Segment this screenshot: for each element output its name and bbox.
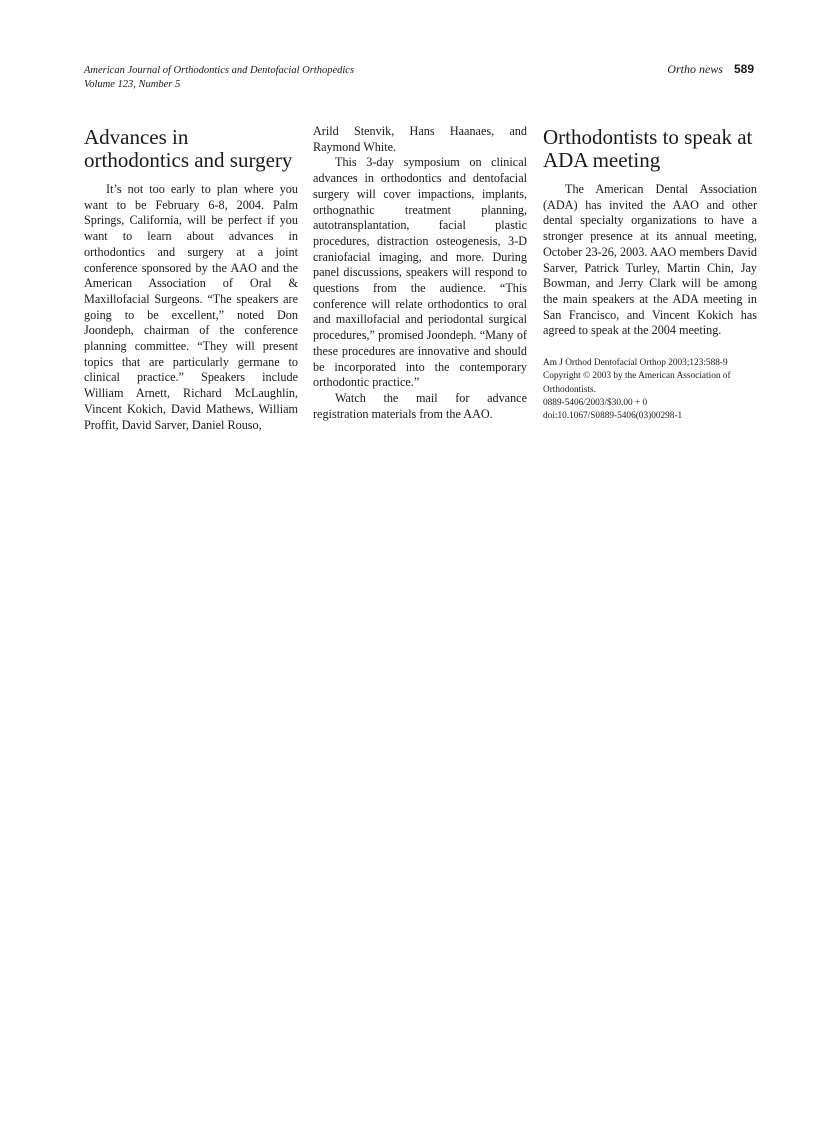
article-title: Advances in orthodontics and surgery — [84, 125, 293, 172]
running-header — [84, 64, 354, 92]
article-paragraph: It’s not too early to plan where you want to be February 6-8, 2004. Palm Springs, California, will be perfect if you want to learn about advances in orthodontics and surgery at a joint conference sponsored by the AAO and the American Association of Oral & Maxillofacial Surgeons. “The speakers are going to be excellent,” noted Don Joondeph, chairman of the conference planning committee. “They will present topics that are particularly germane to clinical practice.” Speakers include William Arnett, Richard McLaughlin, Vincent Kokich, David Mathews, William Proffit, David Sarver, Daniel Rouso, — [84, 182, 298, 432]
page-number: 589 — [733, 62, 754, 76]
section-name: Ortho news — [667, 62, 723, 76]
page-header-right — [667, 62, 754, 77]
journal-name: American Journal of Orthodontics and Dentofacial Orthopedics — [84, 65, 355, 76]
citation-issn: 0889-5406/2003/$30.00 + 0 — [543, 397, 648, 408]
column-2 — [313, 124, 527, 422]
volume-number: Volume 123, Number 5 — [84, 79, 181, 90]
column-3 — [543, 124, 757, 424]
citation-block — [543, 357, 757, 423]
article-paragraph: The American Dental Association (ADA) has invited the AAO and other dental specialty organizations to have a stronger presence at its annual meeting, October 23-26, 2003. AAO members David Sarver, Patrick Turley, Martin Chin, Jay Bowman, and Jerry Clark will be among the main speakers at the ADA meeting in San Francisco, and Vincent Kokich has agreed to speak at the 2004 meeting. — [543, 182, 757, 338]
article-title: Orthodontists to speak at ADA meeting — [543, 125, 753, 172]
citation-copyright: Copyright © 2003 by the American Association of Orthodontists. — [543, 371, 731, 395]
article-paragraph: Watch the mail for advance registration materials from the AAO. — [313, 390, 527, 421]
citation-reference: Am J Orthod Dentofacial Orthop 2003;123:588-9 — [543, 358, 728, 369]
article-paragraph: This 3-day symposium on clinical advances in orthodontics and dentofacial surgery will cover impactions, implants, orthognathic treatment planning, autotransplantation, facial plastic procedures, distraction osteogenesis, 3-D craniofacial imaging, and more. During panel discussions, speakers will respond to questions from the audience. “This conference will relate orthodontics to oral and maxillofacial and periodontal surgical procedures,” promised Joondeph. “Many of these procedures are innovative and should be incorporated into the contemporary orthodontic practice.” — [313, 155, 527, 390]
citation-doi: doi:10.1067/S0889-5406(03)00298-1 — [543, 411, 683, 422]
column-1 — [84, 124, 298, 433]
article-paragraph: Arild Stenvik, Hans Haanaes, and Raymond White. — [313, 124, 527, 154]
